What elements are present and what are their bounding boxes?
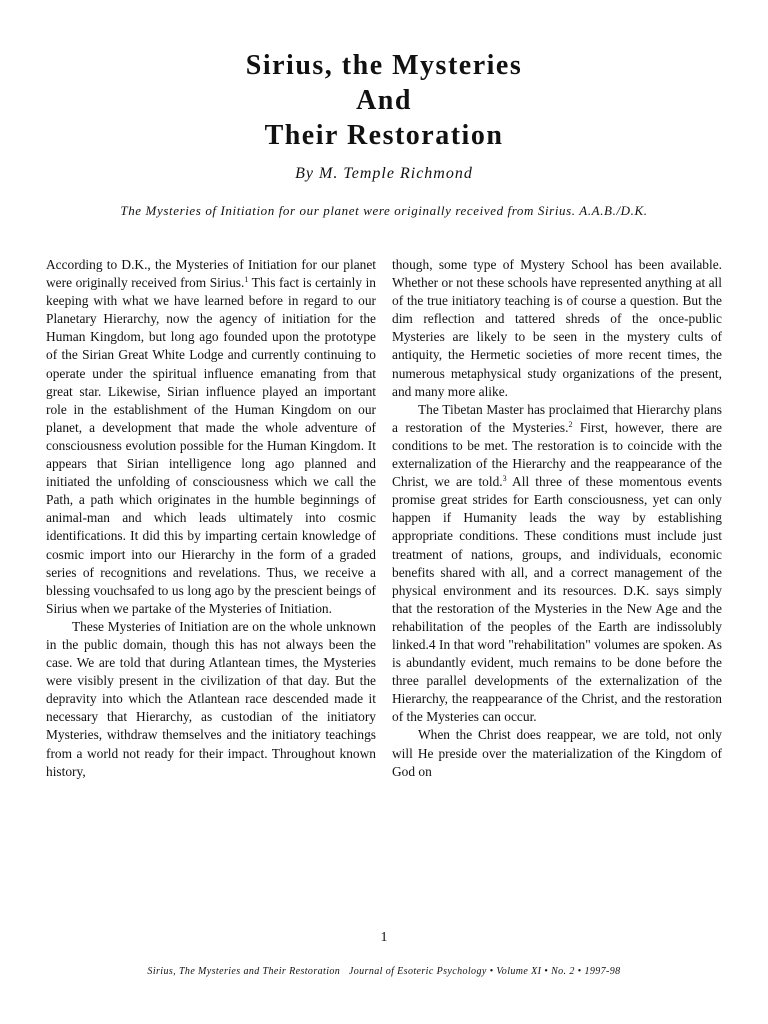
page-number: 1: [380, 930, 388, 945]
epigraph: The Mysteries of Initiation for our planet were originally received from Sirius. A.A.B./D.K.: [120, 203, 648, 218]
footnote-ref-3[interactable]: 3: [502, 474, 507, 484]
footnote-ref-2[interactable]: 2: [568, 419, 573, 429]
footer-journal: Journal of Esoteric Psychology • Volume XI • No. 2 • 1997-98: [348, 966, 621, 977]
title-line-1: Sirius, the Mysteries: [245, 50, 523, 81]
author-byline: By M. Temple Richmond: [295, 165, 473, 182]
paragraph-text: All three of these momentous events promise great strides for Earth consciousness, yet can only happen if Humanity leads the way by establishing appropriate conditions. These conditions must include just treatment of nations, groups, and individuals, economic benefits shared with all, and a correct management of the physical environment and its resources. D.K. says simply that the restoration of the Mysteries in the New Age and the rehabilitation of the peoples of the Earth are indissolubly linked.4 In that word "rehabilitation" volumes are spoken. As is abundantly evident, much remains to be done before the three parallel developments of the externalization of the Hierarchy, the reappearance of the Christ, and the restoration of the Mysteries can occur.: [392, 474, 722, 725]
paragraph-text: This fact is certainly in keeping with what we have learned before in regard to our Planetary Hierarchy, now the agency of initiation for the Human Kingdom, but long ago founded upon the prototype of the Sirian Great White Lodge and currently continuing to operate under the spiritual influence emanating from that great star. Likewise, Sirian influence played an important role in the establishment of the Human Kingdom on our planet, a development that made the whole adventure of consciousness evolution possible for the Human Kingdom. It appears that Sirian intelligence long ago planned and initiated the unfolding of consciousness which we call the Path, a path which originates in the humble beginnings of animal-man and which leads ultimately into cosmic identifications. It did this by imparting certain knowledge of cosmic import into our Hierarchy in the form of a graded series of recognitions and revelations. Thus, we receive a blessing vouchsafed to us long ago by the prescient beings of Sirius when we partake of the Mysteries of Initiation.: [46, 275, 377, 616]
paragraph-right-2: [392, 401, 722, 727]
right-column: [392, 256, 722, 781]
paragraph-left-2: These Mysteries of Initiation are on the whole unknown in the public domain, though this has not always been the case. We are told that during Atlantean times, the Mysteries were visibly present in the civilization of that day. But the depravity into which the Atlantean race descended made it necessary that Hierarchy, as custodian of the initiatory Mysteries, withdraw themselves and the initiatory teachings from a world not ready for their impact. Throughout known history,: [46, 618, 376, 779]
paragraph-text: The Tibetan Master has proclaimed that Hierarchy plans a restoration of the Mysteries.: [392, 401, 722, 435]
article-title: [0, 48, 768, 153]
title-line-2: And: [356, 85, 412, 116]
title-line-3: Their Restoration: [264, 120, 504, 151]
paragraph-right-1: though, some type of Mystery School has been available. Whether or not these schools have represented anything at all of the true initiatory teaching is of course a question. But the dim reflection and tattered shreds of the once-public Mysteries are likely to be seen in the mystery cults of antiquity, the Hermetic societies of more recent times, the numerous metaphysical study organizations of the present, and many more alike.: [392, 257, 722, 399]
paragraph-text: According to D.K., the Mysteries of Initiation for our planet were originally received from Sirius.: [46, 257, 376, 291]
page-footer: [0, 966, 768, 977]
paragraph-right-3: When the Christ does reappear, we are told, not only will He preside over the materialization of the Kingdom of God on: [392, 727, 722, 779]
footnote-ref-1[interactable]: 1: [244, 275, 249, 285]
paragraph-text: First, however, there are conditions to be met. The restoration is to coincide with the externalization of the Hierarchy and the reappearance of the Christ, we are told.: [392, 419, 722, 490]
paragraph-left-1: [46, 256, 376, 618]
footer-article-title: Sirius, The Mysteries and Their Restoration: [147, 966, 341, 977]
left-column: [46, 256, 376, 781]
